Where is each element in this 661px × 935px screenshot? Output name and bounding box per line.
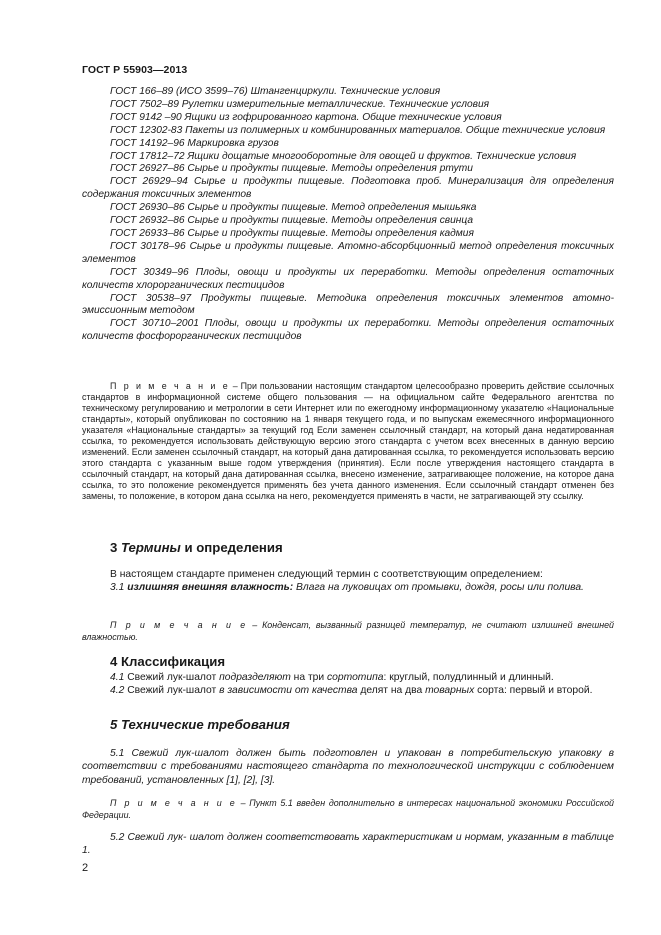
term-definition: 3.1 излишняя внешняя влажность: Влага на луковицах от промывки, дождя, росы или полива. [110,582,584,593]
reference-item: ГОСТ 166–89 (ИСО 3599–76) Штангенциркули. Технические условия [110,86,441,97]
section-5-heading: 5 Технические требования [110,717,290,732]
document-header: ГОСТ Р 55903—2013 [82,64,188,76]
page-number: 2 [82,862,89,874]
reference-item: ГОСТ 26930–86 Сырье и продукты пищевые. Метод определения мышьяка [110,202,477,214]
clause-5-1: 5.1 Свежий лук-шалот должен быть подготовлен и упакован в потребительскую упаковку в соответствии с требованиями настоящего стандарта по технологической инструкции с соблюдением требований, установленных [1], [2], [3]. [82,748,614,786]
section-4-heading: 4 Классификация [110,654,226,669]
note-condensate: П р и м е ч а н и е – Конденсат, вызванный разницей температур, не считают излишней внешней влажностью. [82,620,614,642]
reference-item: ГОСТ 26933–86 Сырье и продукты пищевые. Методы определения кадмия [110,227,474,239]
clause-4-1: 4.1 Свежий лук-шалот подразделяют на три сортотипа: круглый, полудлинный и длинный. [110,672,554,683]
clause-4-2: 4.2 Свежий лук-шалот в зависимости от качества делят на два товарных сорта: первый и второй. [110,685,593,696]
reference-item: ГОСТ 14192–96 Маркировка грузов [110,137,279,149]
note-referenced-standards [82,381,614,503]
clause-5-2: 5.2 Свежий лук- шалот должен соответствовать характеристикам и нормам, указанным в таблице 1. [82,832,614,857]
reference-item: ГОСТ 17812–72 Ящики дощатые многооборотные для овощей и фруктов. Технические условия [110,150,577,162]
term: излишняя внешняя влажность: [127,582,294,593]
reference-item: ГОСТ 26929–94 Сырье и продукты пищевые. Подготовка проб. Минерализация для определения содержания токсичных элементов [82,176,614,201]
section-3-body [82,568,614,594]
reference-item: ГОСТ 7502–89 Рулетки измерительные металлические. Технические условия [110,98,490,110]
reference-item: ГОСТ 9142 –90 Ящики из гофрированного картона. Общие технические условия [110,111,502,123]
section-4-body [82,671,614,697]
section-3-intro: В настоящем стандарте применен следующий термин с соответствующим определением: [110,569,543,580]
note-label: П р и м е ч а н и е [110,381,230,391]
note-clause-5-1: П р и м е ч а н и е – Пункт 5.1 введен дополнительно в интересах национальной экономики Российской Федерации. [82,798,614,820]
reference-item: ГОСТ 30538–97 Продукты пищевые. Методика определения токсичных элементов атомно-эмиссионным методом [82,292,614,317]
note-text: – При пользовании настоящим стандартом целесообразно проверить действие ссылочных стандартов в информационной системе общего пользования — на официальном сайте Федерального агентства по техническому регулированию и метрологии в сети Интернет или по ежегодному информационному указателю «Национальные стандарты», который опубликован по состоянию на 1 января текущего года, и по выпускам ежемесячного информационного указателя «Национальные стандарты» за текущий год Если заменен ссылочный стандарт, на который дана недатированная ссылка, то рекомендуется использовать действующую версию этого стандарта с учетом всех внесенных в данную версию изменений. Если заменен ссылочный стандарт, на который дана датированная ссылка, то рекомендуется использовать версию этого стандарта с указанным выше годом утверждения (принятия). Если после утверждения настоящего стандарта в ссылочный стандарт, на который дана датированная ссылка, внесено изменение, затрагивающее положение, на которое дана ссылка, то это положение рекомендуется применять без учета данного изменения. Если ссылочный стандарт отменен без замены, то положение, в котором дана ссылка на него, рекомендуется применять в части, не затрагивающей эту ссылку. [82,381,614,502]
references-list [82,86,614,344]
reference-item: ГОСТ 30178–96 Сырье и продукты пищевые. Атомно-абсорбционный метод определения токсичных элементов [82,240,614,265]
reference-item: ГОСТ 30349–96 Плоды, овощи и продукты их переработки. Методы определения остаточных количеств хлорорганических пестицидов [82,266,614,291]
reference-item: ГОСТ 26932–86 Сырье и продукты пищевые. Методы определения свинца [110,215,473,227]
reference-item: ГОСТ 12302-83 Пакеты из полимерных и комбинированных материалов. Общие технические условия [110,124,606,136]
section-3-heading: 3 Термины и определения [110,540,283,555]
reference-item: ГОСТ 26927–86 Сырье и продукты пищевые. Методы определения ртути [110,163,473,175]
reference-item: ГОСТ 30710–2001 Плоды, овощи и продукты их переработки. Методы определения остаточных количеств фосфорорганических пестицидов [82,318,614,343]
